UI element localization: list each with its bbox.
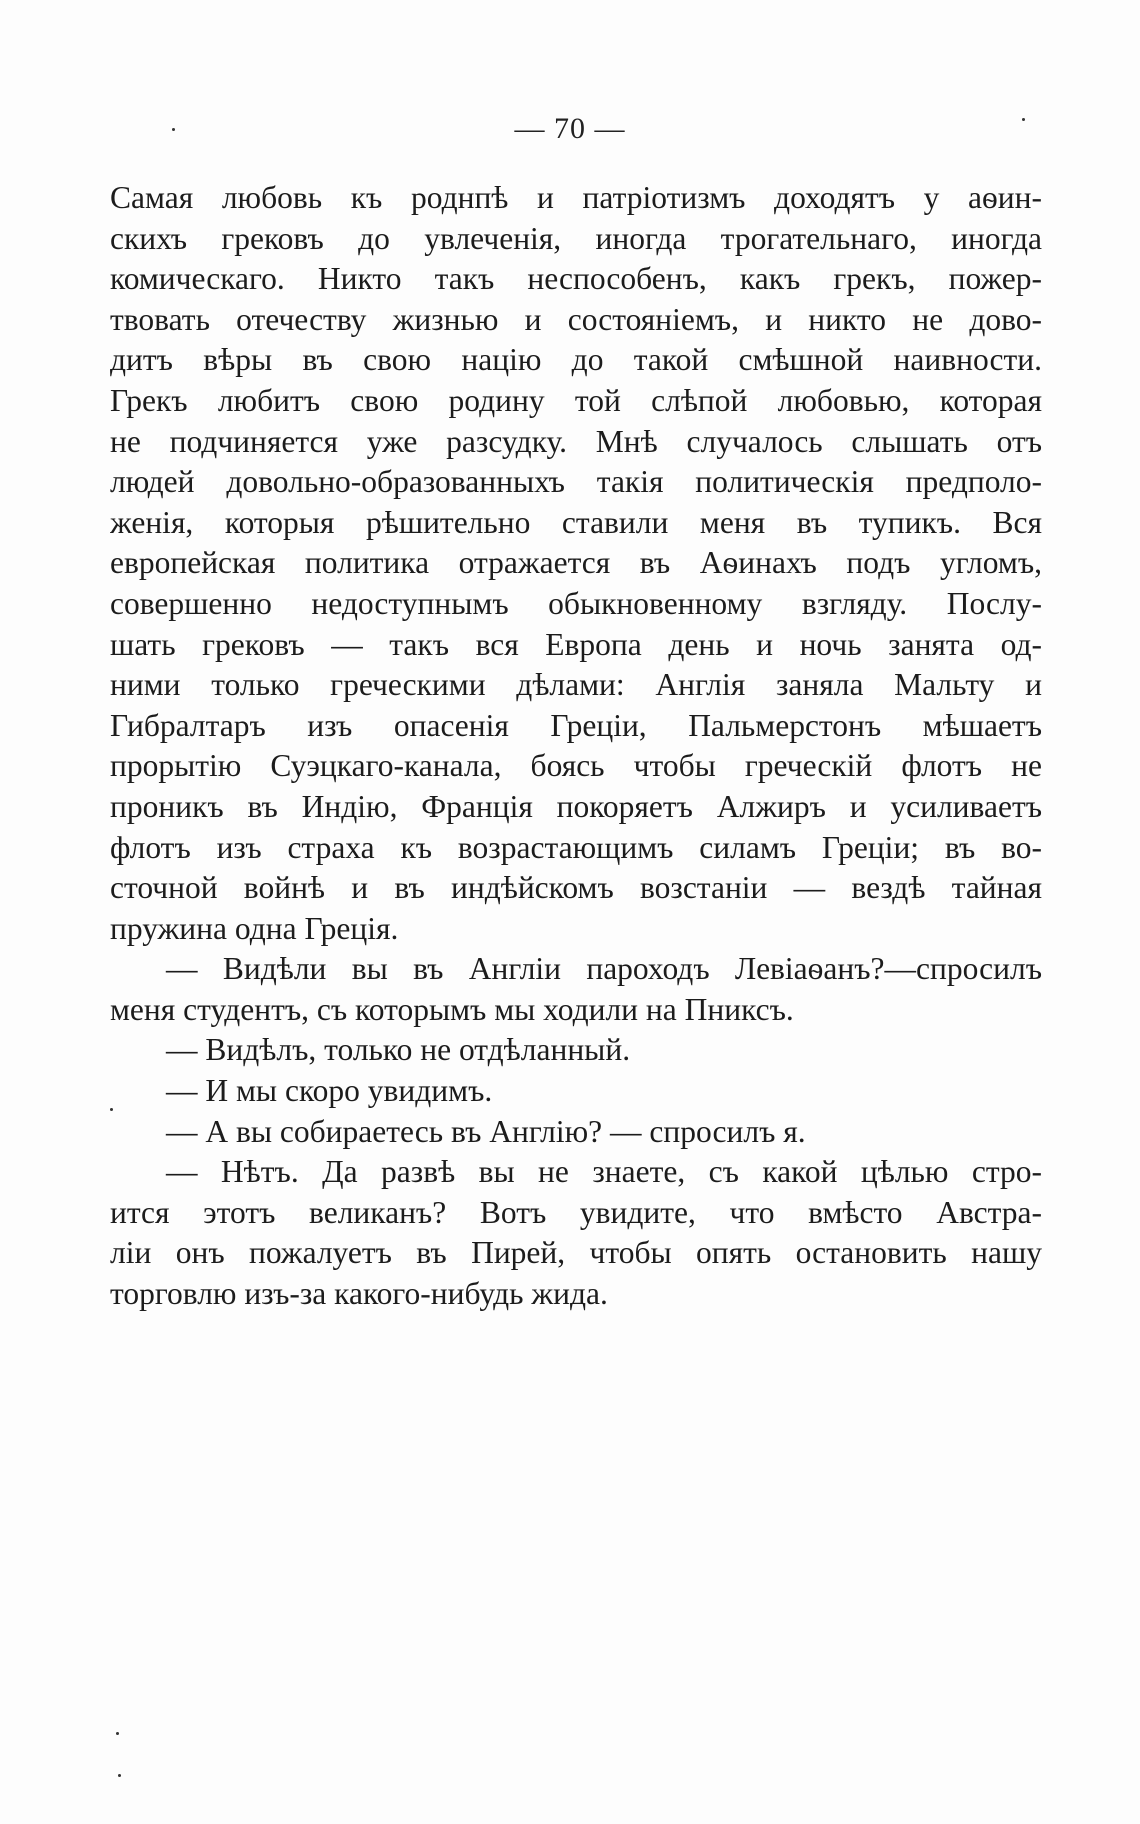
text-line: ліи онъ пожалуетъ въ Пирей, чтобы опять остановить нашу <box>110 1235 1042 1271</box>
text-line: — Нѣтъ. Да развѣ вы не знаете, съ какой цѣлью стро- <box>166 1154 1042 1190</box>
text-line: сточной войнѣ и въ индѣйскомъ возстаніи — вездѣ тайная <box>110 870 1042 906</box>
scan-speck <box>116 1732 119 1735</box>
body-text <box>110 178 1042 1315</box>
text-line: торговлю изъ-за какого-нибудь жида. <box>110 1276 608 1312</box>
text-line: твовать отечеству жизнью и состояніемъ, и никто не дово- <box>110 301 1042 337</box>
text-line: Самая любовь къ роднпѣ и патріотизмъ доходятъ у аѳин- <box>110 180 1042 215</box>
text-line: европейская политика отражается въ Аѳинахъ подъ угломъ, <box>110 545 1042 581</box>
text-line: шать грековъ — такъ вся Европа день и ночь занята од- <box>110 626 1042 662</box>
text-line: флотъ изъ страха къ возрастающимъ силамъ Греціи; въ во- <box>110 829 1042 865</box>
text-line: ними только греческими дѣлами: Англія заняла Мальту и <box>110 667 1042 703</box>
text-line: проникъ въ Индію, Франція покоряетъ Алжиръ и усиливаетъ <box>110 788 1042 824</box>
text-line: Грекъ любитъ свою родину той слѣпой любовью, которая <box>110 382 1042 418</box>
scan-speck <box>1022 118 1025 121</box>
text-line: людей довольно-образованныхъ такія политическія предполо- <box>110 464 1042 500</box>
text-line: скихъ грековъ до увлеченія, иногда трогательнаго, иногда <box>110 220 1042 256</box>
text-line: меня студентъ, съ которымъ мы ходили на Пниксъ. <box>110 991 794 1027</box>
text-line: женія, которыя рѣшительно ставили меня въ тупикъ. Вся <box>110 504 1042 540</box>
scan-speck <box>172 128 175 131</box>
text-line: ится этотъ великанъ? Вотъ увидите, что вмѣсто Австра- <box>110 1194 1042 1230</box>
text-line: — Видѣлъ, только не отдѣланный. <box>166 1032 631 1068</box>
text-line: прорытію Суэцкаго-канала, боясь чтобы греческій флотъ не <box>110 748 1042 784</box>
page-number: — 70 — <box>514 112 626 145</box>
scan-speck <box>110 1108 113 1111</box>
text-line: пружина одна Греція. <box>110 910 399 946</box>
text-line: — А вы собираетесь въ Англію? — спросилъ я. <box>166 1113 806 1149</box>
scan-speck <box>118 1774 121 1777</box>
text-line: — И мы скоро увидимъ. <box>166 1073 493 1109</box>
text-line: не подчиняется уже разсудку. Мнѣ случалось слышать отъ <box>110 423 1042 459</box>
text-line: — Видѣли вы въ Англіи пароходъ Левіаѳанъ?—спросилъ <box>166 951 1042 987</box>
text-line: Гибралтаръ изъ опасенія Греціи, Пальмерстонъ мѣшаетъ <box>110 707 1042 743</box>
text-line: комическаго. Никто такъ неспособенъ, какъ грекъ, пожер- <box>110 261 1042 297</box>
text-line: совершенно недоступнымъ обыкновенному взгляду. Послу- <box>110 585 1042 621</box>
text-line: дитъ вѣры въ свою націю до такой смѣшной наивности. <box>110 342 1042 378</box>
